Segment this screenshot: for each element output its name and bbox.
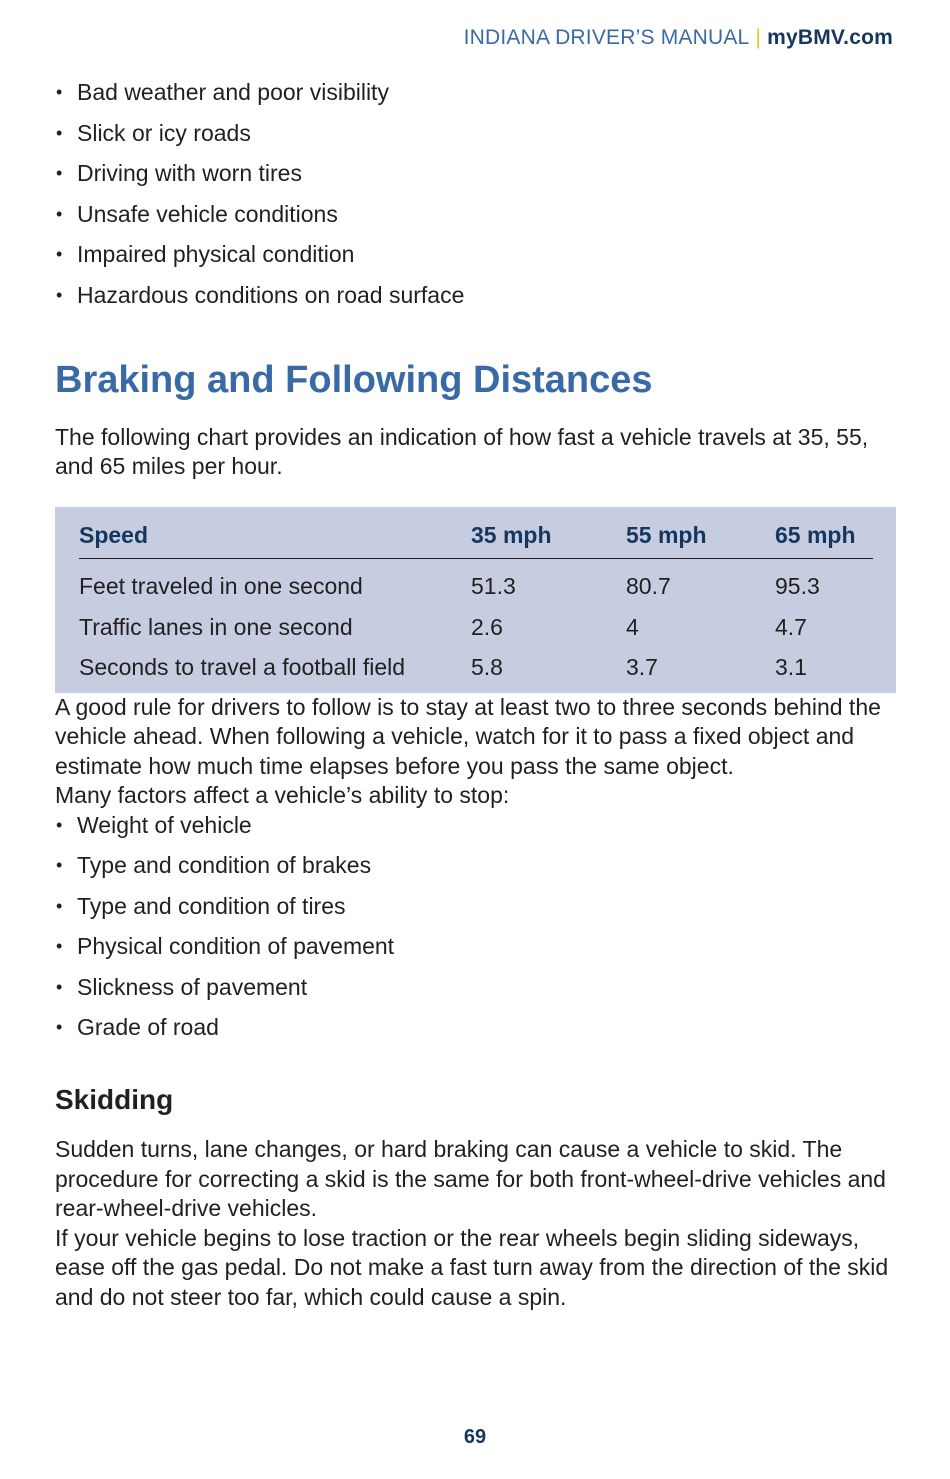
list-item: • Grade of road xyxy=(55,1013,905,1041)
table-header-row xyxy=(79,520,873,559)
table-cell: Feet traveled in one second xyxy=(79,572,363,599)
table-cell: 80.7 xyxy=(626,572,671,599)
list-item: • Type and condition of brakes xyxy=(55,851,905,879)
table-row xyxy=(79,571,873,601)
following-rule-paragraph: A good rule for drivers to follow is to stay at least two to three seconds behind the vehicle ahead. When following a vehicle, watch for it to pass a fixed object and estimate how much time elapses before you pass the same object. xyxy=(55,693,881,779)
stopping-factors-list xyxy=(55,811,905,1042)
manual-title: INDIANA DRIVER’S MANUAL xyxy=(463,26,750,49)
list-item: • Impaired physical condition xyxy=(55,240,905,268)
skidding-paragraph: If your vehicle begins to lose traction or the rear wheels begin sliding sideways, ease off the gas pedal. Do not make a fast turn away from the direction of the skid and do not steer too far, which could cause a spin. xyxy=(55,1224,889,1310)
table-cell: Seconds to travel a football field xyxy=(79,653,406,680)
site-name: myBMV.com xyxy=(767,26,893,49)
table-cell: 3.1 xyxy=(775,653,807,680)
list-item: • Hazardous conditions on road surface xyxy=(55,281,905,309)
table-cell: 3.7 xyxy=(626,653,658,680)
table-header-cell: 55 mph xyxy=(626,521,707,548)
header-separator: | xyxy=(755,26,762,49)
section-title: Braking and Following Distances xyxy=(55,358,653,401)
hazard-list xyxy=(55,78,905,309)
page-header xyxy=(464,26,893,50)
table-row xyxy=(79,652,873,682)
list-item: • Weight of vehicle xyxy=(55,811,905,839)
table-header-cell: Speed xyxy=(79,521,149,548)
list-item: • Driving with worn tires xyxy=(55,159,905,187)
list-item: • Slick or icy roads xyxy=(55,119,905,147)
table-row xyxy=(79,612,873,642)
list-item: • Bad weather and poor visibility xyxy=(55,78,905,106)
table-cell: 4 xyxy=(626,613,639,640)
table-header-cell: 35 mph xyxy=(471,521,552,548)
page-number: 69 xyxy=(463,1426,487,1448)
list-item: • Unsafe vehicle conditions xyxy=(55,200,905,228)
table-cell: 5.8 xyxy=(471,653,503,680)
speed-table xyxy=(55,507,896,693)
skidding-title: Skidding xyxy=(55,1084,174,1115)
table-cell: 4.7 xyxy=(775,613,807,640)
table-header-cell: 65 mph xyxy=(775,521,856,548)
list-item: • Type and condition of tires xyxy=(55,892,905,920)
section-intro: The following chart provides an indication of how fast a vehicle travels at 35, 55, and 65 miles per hour. xyxy=(55,423,869,479)
list-item: • Physical condition of pavement xyxy=(55,932,905,960)
list-item: • Slickness of pavement xyxy=(55,973,905,1001)
skidding-paragraph: Sudden turns, lane changes, or hard braking can cause a vehicle to skid. The procedure for correcting a skid is the same for both front-wheel-drive vehicles and rear-wheel-drive vehicles. xyxy=(55,1136,886,1221)
page-content xyxy=(55,78,905,1312)
factors-intro: Many factors affect a vehicle’s ability to stop: xyxy=(55,782,510,808)
table-cell: 51.3 xyxy=(471,572,516,599)
table-cell: Traffic lanes in one second xyxy=(79,613,353,640)
table-cell: 2.6 xyxy=(471,613,503,640)
table-cell: 95.3 xyxy=(775,572,820,599)
